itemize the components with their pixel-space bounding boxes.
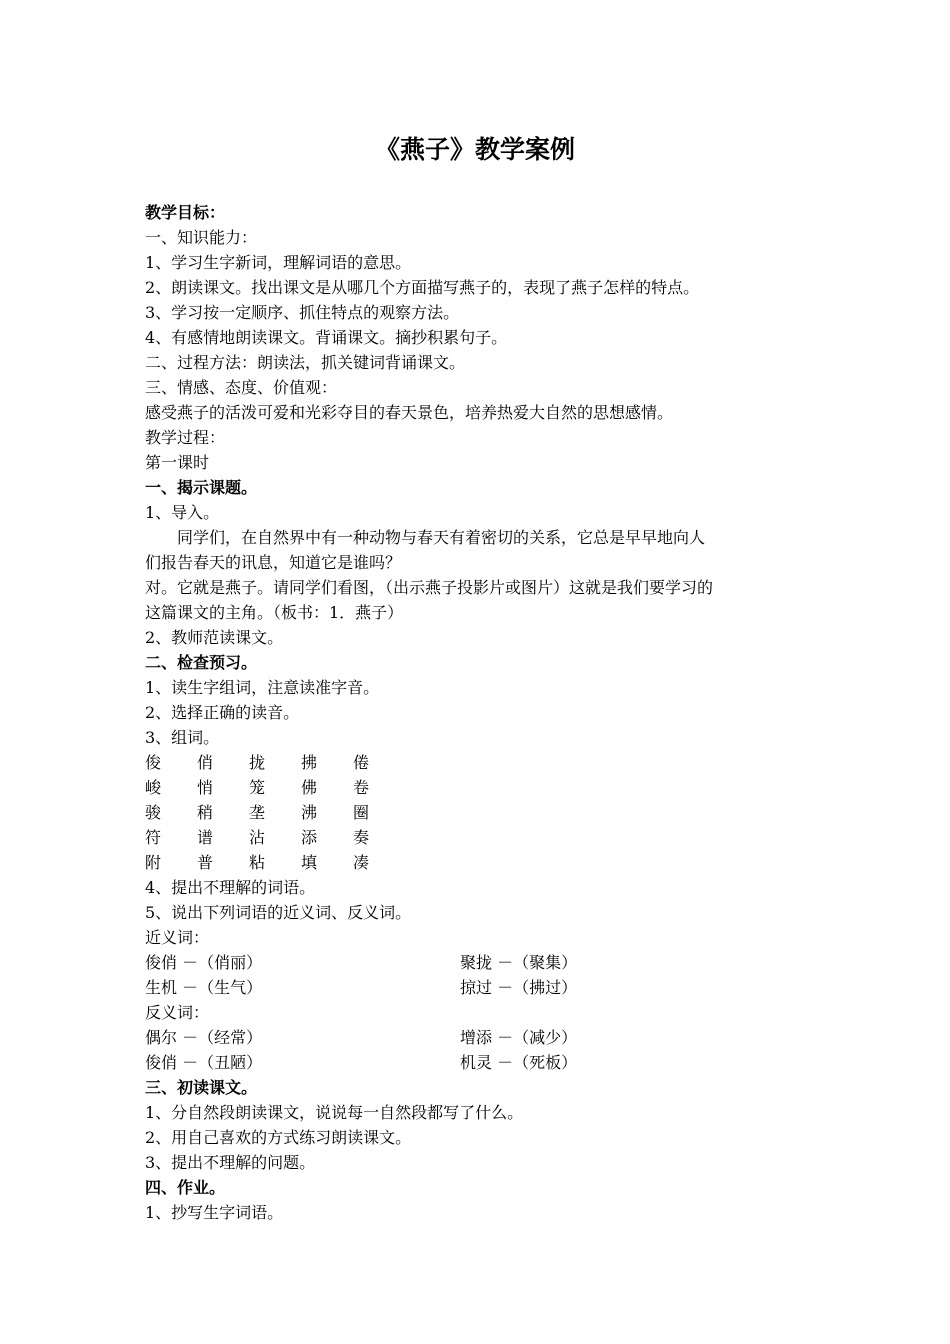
char-cell: 粘 [249, 853, 266, 872]
char-cell: 凑 [353, 853, 370, 872]
char-cell: 垄 [249, 803, 266, 822]
char-cell: 骏 [145, 803, 162, 822]
char-grid-row [145, 825, 825, 850]
char-cell: 拢 [249, 753, 266, 772]
char-cell: 卷 [353, 778, 370, 797]
char-grid-row [145, 800, 825, 825]
section-1-paragraph-line: 同学们，在自然界中有一种动物与春天有着密切的关系，它总是早早地向人 [177, 528, 706, 547]
antonym-row [145, 1025, 825, 1050]
section-1-intro: 1、导入。 [145, 503, 220, 522]
char-cell: 拂 [301, 753, 318, 772]
section-2-item: 3、组词。 [145, 728, 220, 747]
char-cell: 悄 [197, 778, 214, 797]
char-cell: 圈 [353, 803, 370, 822]
word-pair: 聚拢 －（聚集） [460, 953, 578, 972]
objective-line: 二、过程方法：朗读法，抓关键词背诵课文。 [145, 353, 466, 372]
synonym-row [145, 975, 825, 1000]
char-cell: 倦 [353, 753, 370, 772]
objective-line: 2、朗读课文。找出课文是从哪几个方面描写燕子的，表现了燕子怎样的特点。 [145, 278, 700, 297]
char-grid-row [145, 850, 825, 875]
section-2-item: 2、选择正确的读音。 [145, 703, 300, 722]
document-body [145, 200, 825, 1225]
char-grid-row [145, 775, 825, 800]
section-4-item: 1、抄写生字词语。 [145, 1203, 284, 1222]
process-heading: 教学过程： [145, 428, 226, 447]
char-cell: 佛 [301, 778, 318, 797]
word-pair: 俊俏 －（丑陋） [145, 1053, 263, 1072]
section-4-heading: 四、作业。 [145, 1178, 226, 1197]
synonym-row [145, 950, 825, 975]
char-cell: 沸 [301, 803, 318, 822]
char-cell: 笼 [249, 778, 266, 797]
section-1-heading: 一、揭示课题。 [145, 478, 258, 497]
word-pair: 增添 －（减少） [460, 1028, 578, 1047]
char-cell: 稍 [197, 803, 214, 822]
section-3-heading: 三、初读课文。 [145, 1078, 258, 1097]
synonym-label: 近义词： [145, 928, 210, 947]
section-3-item: 2、用自己喜欢的方式练习朗读课文。 [145, 1128, 412, 1147]
objectives-heading: 教学目标： [145, 203, 226, 222]
objective-line: 感受燕子的活泼可爱和光彩夺目的春天景色，培养热爱大自然的思想感情。 [145, 403, 674, 422]
section-1-item: 2、教师范读课文。 [145, 628, 284, 647]
section-1-paragraph-line: 这篇课文的主角。（板书：1．燕子） [145, 603, 404, 622]
char-cell: 俊 [145, 753, 162, 772]
section-3-item: 1、分自然段朗读课文，说说每一自然段都写了什么。 [145, 1103, 524, 1122]
char-cell: 附 [145, 853, 162, 872]
word-pair: 生机 －（生气） [145, 978, 263, 997]
char-cell: 普 [197, 853, 214, 872]
char-cell: 符 [145, 828, 162, 847]
antonym-row [145, 1050, 825, 1075]
section-2-heading: 二、检查预习。 [145, 653, 258, 672]
char-cell: 谱 [197, 828, 214, 847]
antonym-label: 反义词： [145, 1003, 210, 1022]
char-cell: 俏 [197, 753, 214, 772]
objective-line: 4、有感情地朗读课文。背诵课文。摘抄积累句子。 [145, 328, 508, 347]
objective-line: 1、学习生字新词，理解词语的意思。 [145, 253, 412, 272]
section-2-item: 1、读生字组词，注意读准字音。 [145, 678, 380, 697]
section-2-item: 4、提出不理解的词语。 [145, 878, 316, 897]
char-cell: 沾 [249, 828, 266, 847]
word-pair: 机灵 －（死板） [460, 1053, 578, 1072]
char-cell: 峻 [145, 778, 162, 797]
section-1-paragraph-line: 对。它就是燕子。请同学们看图，（出示燕子投影片或图片）这就是我们要学习的 [145, 578, 714, 597]
word-pair: 掠过 －（拂过） [460, 978, 578, 997]
section-1-paragraph-line: 们报告春天的讯息，知道它是谁吗？ [145, 553, 402, 572]
char-cell: 奏 [353, 828, 370, 847]
section-3-item: 3、提出不理解的问题。 [145, 1153, 316, 1172]
lesson-label: 第一课时 [145, 453, 210, 472]
char-grid-row [145, 750, 825, 775]
objective-line: 三、情感、态度、价值观： [145, 378, 338, 397]
document-title: 《燕子》教学案例 [374, 135, 575, 164]
objective-line: 一、知识能力： [145, 228, 258, 247]
word-pair: 俊俏 －（俏丽） [145, 953, 263, 972]
section-2-item: 5、说出下列词语的近义词、反义词。 [145, 903, 412, 922]
char-cell: 添 [301, 828, 318, 847]
objective-line: 3、学习按一定顺序、抓住特点的观察方法。 [145, 303, 460, 322]
char-cell: 填 [301, 853, 318, 872]
word-pair: 偶尔 －（经常） [145, 1028, 263, 1047]
